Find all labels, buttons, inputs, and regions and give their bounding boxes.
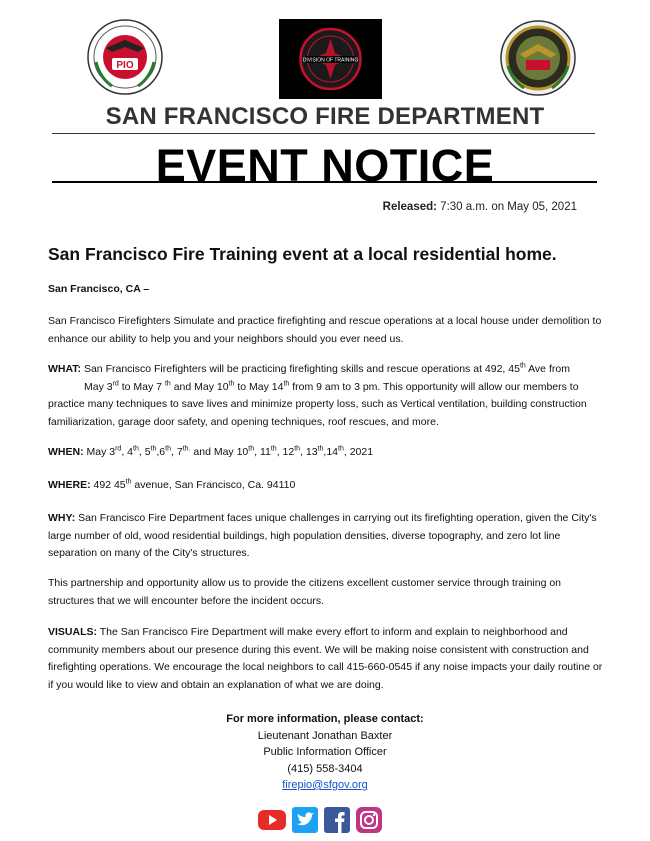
social-links — [258, 808, 388, 836]
what-text: practice many techniques to save lives and minimize property loss, such as Vertical ventilation, building construction familiarization, garage door safety, and opening techniques, roof rescues, and more. — [48, 398, 587, 428]
what-text: Ave from — [525, 363, 570, 375]
when-text: ,6 — [156, 446, 166, 458]
why-paragraph — [48, 510, 608, 563]
contact-phone: (415) 558-3404 — [287, 762, 363, 775]
when-text: , 2021 — [343, 446, 374, 458]
twitter-icon[interactable] — [292, 807, 318, 838]
pio-logo-text: PIO — [116, 60, 134, 71]
what-text: from 9 am to 3 pm. This opportunity will allow our members to — [289, 380, 579, 393]
why-label: WHY: — [48, 512, 76, 524]
when-paragraph — [48, 444, 608, 462]
youtube-icon[interactable] — [258, 809, 286, 836]
sup: th — [270, 445, 277, 453]
sup: th — [164, 380, 171, 387]
release-info — [383, 201, 577, 213]
header-divider — [52, 133, 595, 134]
sup: th — [317, 445, 324, 453]
sup: th — [519, 362, 526, 370]
sup: th — [248, 445, 255, 453]
when-text: , 7 — [171, 446, 183, 458]
what-label: WHAT: — [48, 363, 82, 375]
when-text: , 13 — [300, 446, 318, 458]
where-label: WHERE: — [48, 479, 91, 491]
sup: th — [228, 380, 235, 387]
what-text: and May 10 — [170, 380, 229, 393]
when-label: WHEN: — [48, 446, 84, 458]
contact-block — [0, 711, 650, 794]
where-text: avenue, San Francisco, Ca. 94110 — [131, 479, 296, 491]
when-text: May 3 — [83, 446, 116, 458]
where-text: 492 45 — [90, 479, 126, 491]
headline: San Francisco Fire Training event at a local residential home. — [48, 244, 557, 264]
sup: th — [165, 445, 171, 453]
sup: th — [283, 380, 290, 387]
when-text: , 4 — [121, 446, 134, 458]
page-title: EVENT NOTICE — [155, 140, 495, 191]
facebook-icon[interactable] — [324, 807, 350, 838]
sffd-seal-icon — [496, 18, 580, 98]
title-underline — [52, 181, 597, 183]
what-text: to May 7 — [118, 380, 165, 393]
what-text: San Francisco Firefighters will be practicing firefighting skills and rescue operations at 492, 45 — [81, 363, 520, 375]
contact-name: Lieutenant Jonathan Baxter — [257, 729, 393, 742]
sffd-pio-seal-icon — [86, 18, 164, 96]
intro-paragraph: San Francisco Firefighters Simulate and practice firefighting and rescue operations at a local house under demolition to enhance our ability to help you and your neighbors should you ever need us. — [48, 315, 602, 345]
contact-title: For more information, please contact: — [226, 713, 424, 725]
what-paragraph — [48, 361, 608, 431]
released-value: 7:30 a.m. on May 05, 2021 — [436, 201, 577, 213]
sup: th — [125, 478, 132, 486]
visuals-paragraph — [48, 624, 608, 694]
sup: th — [338, 445, 344, 453]
dateline: San Francisco, CA – — [48, 283, 150, 295]
when-text: ,14 — [323, 446, 339, 458]
visuals-text: The San Francisco Fire Department will make every effort to inform and explain to neighborhood and community members about our presence during this event. We will be making noise consistent with construction and firefighting operations. We encourage the local neighbors to call 415-660-0545 if any noise impacts your daily routine or if you would like to view and obtain an explanation of what we are doing. — [48, 626, 603, 691]
contact-role: Public Information Officer — [263, 746, 387, 758]
sup: rd — [115, 445, 122, 453]
why-text: San Francisco Fire Department faces unique challenges in carrying out its firefighting operation, given the City's large number of old, wood residential buildings, high population densities, diverse topography, and zero lot line separation on many of the City's structures. — [48, 512, 597, 559]
released-label: Released: — [382, 201, 437, 213]
sup: rd — [112, 380, 119, 387]
sup: th — [294, 445, 301, 453]
training-badge-text: DIVISION OF TRAINING — [302, 57, 359, 64]
when-text: , 11 — [254, 446, 271, 458]
sup: th — [133, 445, 139, 453]
department-name: SAN FRANCISCO FIRE DEPARTMENT — [105, 103, 545, 130]
contact-email-link[interactable]: firepio@sfgov.org — [282, 779, 368, 791]
instagram-icon[interactable] — [356, 807, 382, 838]
what-text: to May 14 — [234, 380, 284, 393]
what-text: May 3 — [84, 380, 113, 393]
when-text: , 5 — [138, 446, 151, 458]
partnership-paragraph: This partnership and opportunity allow us to provide the citizens excellent customer service through training on structures that we will encounter before the incident occurs. — [48, 577, 562, 607]
when-text: and May 10 — [190, 446, 249, 458]
where-paragraph — [48, 477, 608, 495]
sup: th. — [182, 445, 191, 453]
when-text: , 12 — [276, 446, 295, 458]
visuals-label: VISUALS: — [48, 626, 98, 638]
division-of-training-badge-icon — [279, 19, 382, 99]
sup: th — [150, 445, 157, 453]
